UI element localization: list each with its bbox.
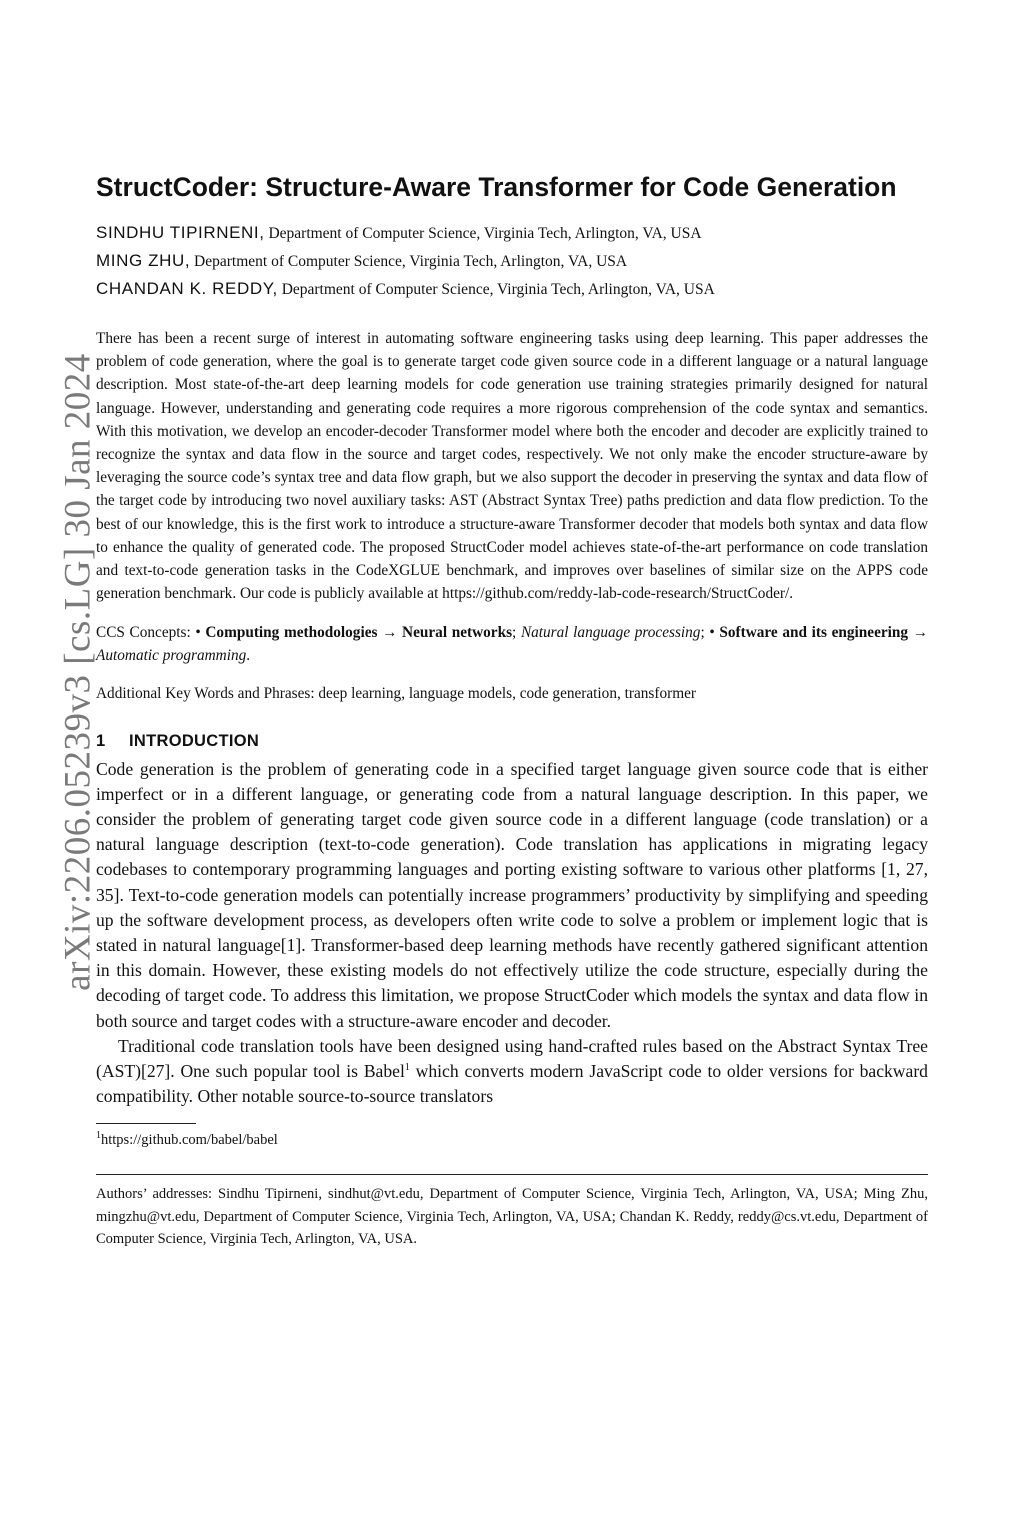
author-affiliation: Department of Computer Science, Virginia Tech, Arlington, VA, USA <box>268 225 702 242</box>
author-name: CHANDAN K. REDDY, <box>96 279 278 298</box>
paper-page <box>96 170 928 1265</box>
ccs-label: CCS Concepts: <box>96 623 196 641</box>
intro-paragraph: Code generation is the problem of generating code in a specified target language given source code that is either imperfect or in a different language, or generating code from a natural language description. In this paper, we consider the problem of generating target code given source code in a different language (code translation) or a natural language description (text-to-code generation). Code translation has applications in migrating legacy codebases to contemporary programming languages and porting existing software to various other platforms [1, 27, 35]. Text-to-code generation models can potentially increase programmers’ productivity by simplifying and speeding up the software development process, as developers often write code to solve a problem or implement logic that is stated in natural language[1]. Transformer-based deep learning methods have recently gathered significant attention in this domain. However, these existing models do not effectively utilize the code structure, especially during the decoding of target code. To address this limitation, we propose StructCoder which models the syntax and data flow in both source and target codes with a structure-aware encoder and decoder. <box>96 758 928 1031</box>
addresses-rule <box>96 1174 928 1175</box>
author-entry <box>96 275 928 303</box>
ccs-concept: Automatic programming <box>96 646 247 664</box>
section-title: INTRODUCTION <box>129 731 260 750</box>
ccs-arrow: → <box>377 623 403 641</box>
author-addresses: Authors’ addresses: Sindhu Tipirneni, sindhut@vt.edu, Department of Computer Science, Virginia Tech, Arlington, VA, USA; Ming Zhu, mingzhu@vt.edu, Department of Computer Science, Virginia Tech, Arlington, VA, USA; Chandan K. Reddy, reddy@cs.vt.edu, Department of Computer Science, Virginia Tech, Arlington, VA, USA. <box>96 1186 928 1248</box>
keywords: Additional Key Words and Phrases: deep learning, language models, code generation, transformer <box>96 685 696 703</box>
intro-text: Traditional code translation tools have been designed using hand-crafted rules based on the Abstract Syntax Tree (AST)[27]. One such popular tool is Babel <box>96 1035 928 1082</box>
ccs-separator: ; <box>512 623 521 641</box>
intro-text: which converts modern JavaScript code to older versions for backward compatibility. Other notable source-to-source translators <box>96 1061 928 1107</box>
section-heading <box>96 732 928 751</box>
author-list <box>96 219 928 303</box>
author-entry <box>96 219 928 247</box>
section-number: 1 <box>96 731 106 750</box>
ccs-bullet: • <box>195 623 206 641</box>
footnote-rule <box>96 1123 196 1124</box>
abstract: There has been a recent surge of interest in automating software engineering tasks using deep learning. This paper addresses the problem of code generation, where the goal is to generate target code given source code in a different language or a natural language description. Most state-of-the-art deep learning models for code generation use training strategies primarily designed for natural language. However, understanding and generating code requires a more rigorous comprehension of the code syntax and semantics. With this motivation, we develop an encoder-decoder Transformer model where both the encoder and decoder are explicitly trained to recognize the syntax and data flow in the source and target codes, respectively. We not only make the encoder structure-aware by leveraging the source code’s syntax tree and data flow graph, but we also support the decoder in preserving the syntax and data flow of the target code by introducing two novel auxiliary tasks: AST (Abstract Syntax Tree) paths prediction and data flow prediction. To the best of our knowledge, this is the first work to introduce a structure-aware Transformer decoder that models both syntax and data flow to enhance the quality of generated code. The proposed StructCoder model achieves state-of-the-art performance on code translation and text-to-code generation tasks in the CodeXGLUE benchmark, and improves over baselines of similar size on the APPS code generation benchmark. Our code is publicly available at https://github.com/reddy-lab-code-research/StructCoder/. <box>96 330 928 603</box>
footnote-marker: 1 <box>404 1062 410 1074</box>
author-name: MING ZHU, <box>96 251 191 270</box>
arxiv-identifier-stamp: arXiv:2206.05239v3 [cs.LG] 30 Jan 2024 <box>57 353 99 991</box>
author-affiliation: Department of Computer Science, Virginia Tech, Arlington, VA, USA <box>194 253 628 270</box>
ccs-concept: Natural language processing <box>520 623 701 641</box>
ccs-separator: ; <box>700 623 710 641</box>
ccs-end: . <box>246 646 251 664</box>
paper-title: StructCoder: Structure-Aware Transformer for Code Generation <box>96 172 897 202</box>
ccs-bullet: • <box>709 623 720 641</box>
ccs-concept: Neural networks <box>402 623 513 641</box>
author-affiliation: Department of Computer Science, Virginia Tech, Arlington, VA, USA <box>281 281 715 298</box>
author-name: SINDHU TIPIRNENI, <box>96 223 265 242</box>
author-entry <box>96 247 928 275</box>
ccs-concepts <box>96 621 928 667</box>
footnote-text: https://github.com/babel/babel <box>101 1132 278 1149</box>
footnote-number: 1 <box>96 1130 101 1142</box>
ccs-concept: Computing methodologies <box>205 623 378 641</box>
footnote <box>96 1130 928 1150</box>
ccs-concept: Software and its engineering <box>719 623 909 641</box>
intro-paragraph <box>96 1034 928 1110</box>
ccs-arrow: → <box>908 623 928 641</box>
